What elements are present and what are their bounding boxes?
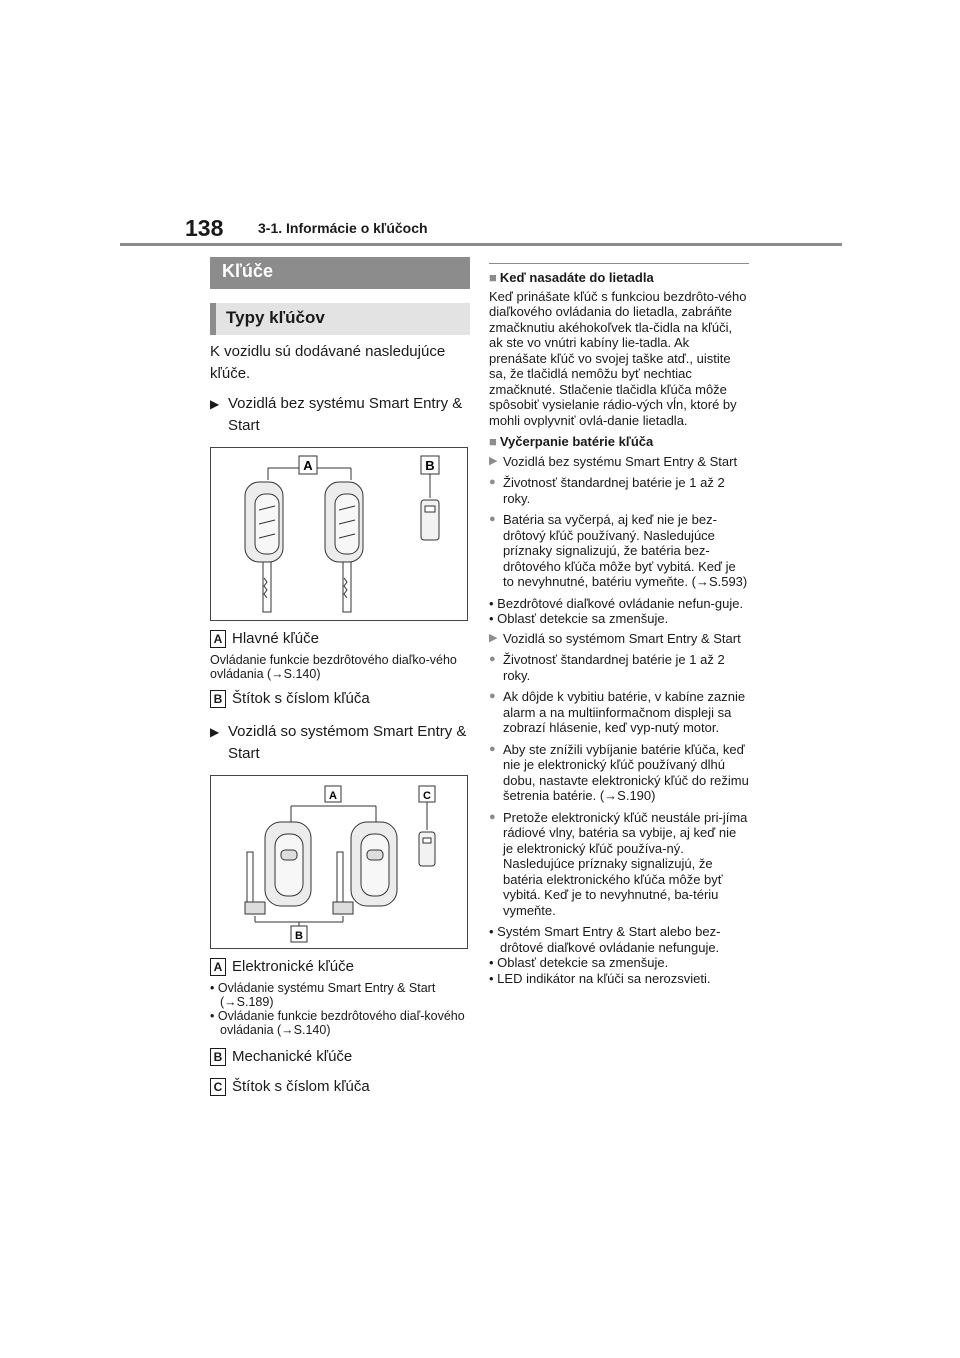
fig2-label-a: A xyxy=(329,790,337,802)
bullet-item: • Systém Smart Entry & Start alebo bez-drôtové diaľkové ovládanie nefunguje. xyxy=(489,924,721,955)
arrow-icon: ▶ xyxy=(489,631,498,644)
item-a-main-keys xyxy=(210,629,470,649)
circle-bullet-icon: ● xyxy=(489,690,496,702)
key-illustration-1 xyxy=(211,448,467,620)
bullet-item: • Bezdrôtové diaľkové ovládanie nefun-guje. xyxy=(489,595,744,611)
fig2-label-c: C xyxy=(423,790,431,802)
circle-bullet-icon: ● xyxy=(489,653,496,665)
page-number: 138 xyxy=(185,215,224,241)
figure-keys-smart-entry xyxy=(210,775,468,949)
battery-g2-bullets xyxy=(489,924,749,986)
bullet-item: • Oblasť detekcie sa zmenšuje. xyxy=(489,955,669,970)
label-b-badge: B xyxy=(210,1048,226,1066)
battery-g1-bullets xyxy=(489,596,749,627)
airplane-heading: ■ Keď nasadáte do lietadla xyxy=(489,270,654,285)
page-header xyxy=(0,0,960,250)
square-bullet-icon: ■ xyxy=(489,434,497,449)
battery-g2-item: ● Pretože elektronický kľúč neustále pri-jíma rádiové vlny, batéria sa vybije, aj keď nie je elektronický kľúč používa-ný. Nasledujúce príznaky signalizujú, že batéria elektronického kľúča môže byť vybitá. Keď je to nevyhnutné, ba-tériu vymeňte. xyxy=(489,809,748,918)
bullet-item: • Ovládanie systému Smart Entry & Start (→S.189) xyxy=(210,981,436,1009)
square-bullet-icon: ■ xyxy=(489,270,497,285)
item-b-text: Štítok s číslom kľúča xyxy=(232,690,370,707)
label-c-badge: C xyxy=(210,1078,226,1096)
key-number-plate xyxy=(421,500,439,540)
battery-g2-item: ● Životnosť štandardnej batérie je 1 až 2 roky. xyxy=(489,652,725,683)
group2-heading-text: Vozidlá so systémom Smart Entry & Start xyxy=(228,723,467,762)
item-b-mechanical-keys xyxy=(210,1047,470,1067)
arrow-icon: ▶ xyxy=(489,454,498,467)
item-a2-text: Elektronické kľúče xyxy=(232,958,354,975)
item-a2-bullets xyxy=(210,981,470,1037)
key-number-plate xyxy=(419,832,435,866)
item-a-electronic-keys xyxy=(210,957,470,977)
left-column xyxy=(210,257,470,1101)
label-a-badge: A xyxy=(210,958,226,976)
header-divider xyxy=(120,243,842,246)
circle-bullet-icon: ● xyxy=(489,476,496,488)
chapter-title: 3-1. Informácie o kľúčoch xyxy=(258,220,428,236)
subsection-title: Typy kľúčov xyxy=(210,303,470,335)
fig2-label-b: B xyxy=(295,930,303,942)
arrow-icon: ▶ xyxy=(210,725,220,739)
arrow-icon: ▶ xyxy=(210,397,220,411)
battery-group2-heading: ▶ Vozidlá so systémom Smart Entry & Start xyxy=(489,630,741,646)
battery-g2-item: ● Ak dôjde k vybitiu batérie, v kabíne zaznie alarm a na multiinformačnom displeji sa zobrazí hlásenie, keď vyp-nutý motor. xyxy=(489,689,746,735)
label-a-badge: A xyxy=(210,630,226,648)
intro-text: K vozidlu sú dodávané nasledujúce kľúče. xyxy=(210,343,446,382)
figure-keys-without-smart-entry xyxy=(210,447,468,621)
battery-g2-item: ● Aby ste znížili vybíjanie batérie kľúča, keď nie je elektronický kľúč používaný dlhú dobu, nastavte elektronický kľúč do režimu šetrenia batérie. (→S.190) xyxy=(489,741,749,803)
bullet-item: • Oblasť detekcie sa zmenšuje. xyxy=(489,611,669,626)
right-column xyxy=(489,263,749,990)
label-b-badge: B xyxy=(210,690,226,708)
item-b2-text: Mechanické kľúče xyxy=(232,1048,353,1065)
fig1-label-a: A xyxy=(303,458,313,473)
fig1-label-b: B xyxy=(425,458,435,473)
airplane-text: Keď prinášate kľúč s funkciou bezdrôto-vého diaľkového ovládania do lietadla, zabráňte zmačknutiu akéhokoľvek tla-čidla na kľúči, ak ste vo vnútri kabíny lie-tadla. Ak prenášate kľúč vo svojej taške atď., uistite sa, že tlačidlá nemôžu byť nechtiac zmačknuté. Stlačenie tlačidla kľúča môže spôsobiť vysielanie rádio-vých vĺn, ktoré by mohli ovplyvniť ovlá-danie lietadla. xyxy=(489,288,747,428)
circle-bullet-icon: ● xyxy=(489,513,496,525)
item-a-text: Hlavné kľúče xyxy=(232,630,319,647)
item-c-text: Štítok s číslom kľúča xyxy=(232,1078,370,1095)
right-column-divider xyxy=(489,263,749,264)
key-illustration-2 xyxy=(211,776,467,948)
main-key-2 xyxy=(325,482,363,612)
battery-group1-heading: ▶ Vozidlá bez systému Smart Entry & Start xyxy=(489,453,738,469)
circle-bullet-icon: ● xyxy=(489,810,496,823)
section-title: Kľúče xyxy=(210,257,470,289)
item-b-key-number-plate xyxy=(210,689,470,709)
group1-heading xyxy=(210,393,470,437)
battery-g1-item: ● Batéria sa vyčerpá, aj keď nie je bez-drôtový kľúč používaný. Nasledujúce príznaky signalizujú, že batéria bez-drôtového kľúča môže byť vybitá. Keď je to nevyhnutné, batériu vymeňte. (→S.593) xyxy=(489,512,748,589)
group1-heading-text: Vozidlá bez systému Smart Entry & Start xyxy=(228,395,463,434)
electronic-key-1 xyxy=(245,822,311,914)
bullet-item: • Ovládanie funkcie bezdrôtového diaľ-kového ovládania (→S.140) xyxy=(210,1009,465,1037)
electronic-key-2 xyxy=(333,822,397,914)
bullet-item: • LED indikátor na kľúči sa nerozsvieti. xyxy=(489,970,711,986)
battery-g1-item: ● Životnosť štandardnej batérie je 1 až 2 roky. xyxy=(489,475,725,506)
circle-bullet-icon: ● xyxy=(489,742,496,755)
battery-depletion-heading: ■ Vyčerpanie batérie kľúča xyxy=(489,434,654,449)
item-c-key-number-plate xyxy=(210,1077,470,1097)
item-a-note: Ovládanie funkcie bezdrôtového diaľko-vého ovládania (→S.140) xyxy=(210,653,457,681)
main-key-1 xyxy=(245,482,283,612)
group2-heading xyxy=(210,721,470,765)
